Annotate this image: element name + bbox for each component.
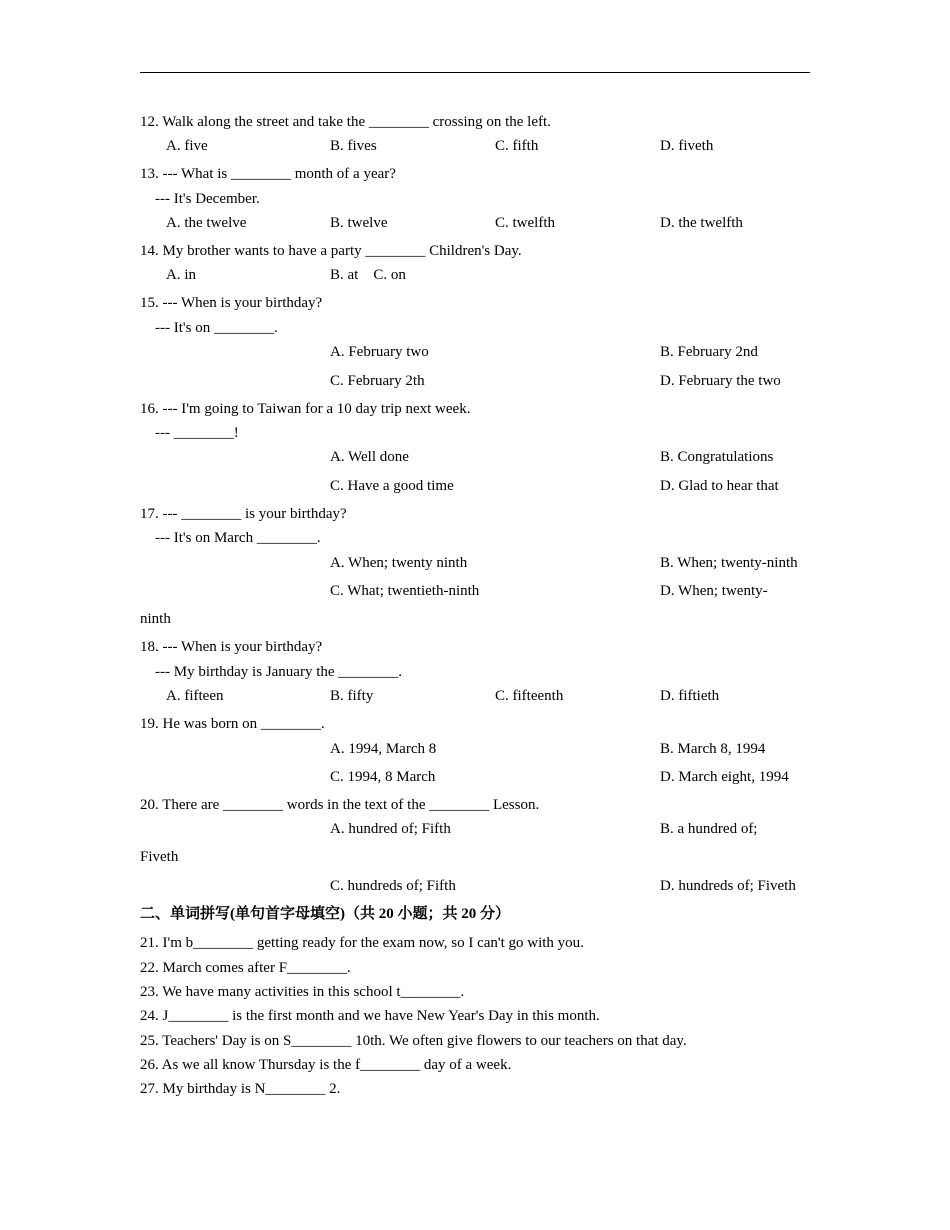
q19-option-a: A. 1994, March 8 [330,741,437,757]
question-17-stem: 17. --- ________ is your birthday? [140,506,347,522]
q16-option-c: C. Have a good time [330,478,454,494]
q12-option-b: B. fives [330,138,377,154]
q13-option-a: A. the twelve [166,215,247,231]
q16-option-b: B. Congratulations [660,449,774,465]
question-17-reply: --- It's on March ________. [155,530,321,546]
q18-option-d: D. fiftieth [660,688,720,704]
question-15-stem: 15. --- When is your birthday? [140,295,323,311]
question-13-reply: --- It's December. [155,191,260,207]
q15-option-a: A. February two [330,344,429,360]
fill-item-27: 27. My birthday is N________ 2. [140,1081,341,1097]
q15-option-d: D. February the two [660,373,781,389]
section-2-heading: 二、单词拼写(单句首字母填空)（共 20 小题；共 20 分） [140,906,510,922]
header-rule [140,72,810,73]
q13-option-d: D. the twelfth [660,215,743,231]
q20-option-a: A. hundred of; Fifth [330,821,451,837]
q20-option-c: C. hundreds of; Fifth [330,878,456,894]
q18-option-a: A. fifteen [166,688,224,704]
q17-option-c: C. What; twentieth-ninth [330,583,480,599]
fill-item-26: 26. As we all know Thursday is the f________ day of a week. [140,1057,512,1073]
q16-option-d: D. Glad to hear that [660,478,779,494]
question-14-stem: 14. My brother wants to have a party ________ Children's Day. [140,243,522,259]
q12-option-d: D. fiveth [660,138,714,154]
fill-item-25: 25. Teachers' Day is on S________ 10th. We often give flowers to our teachers on that day. [140,1033,687,1049]
q15-option-c: C. February 2th [330,373,425,389]
q19-option-c: C. 1994, 8 March [330,769,436,785]
q20-option-b: B. a hundred of; [660,821,758,837]
q17-option-a: A. When; twenty ninth [330,555,468,571]
q20-option-d: D. hundreds of; Fiveth [660,878,796,894]
fill-item-24: 24. J________ is the first month and we have New Year's Day in this month. [140,1008,600,1024]
q17-option-d: D. When; twenty- [660,583,768,599]
question-18-stem: 18. --- When is your birthday? [140,639,323,655]
question-16-stem: 16. --- I'm going to Taiwan for a 10 day trip next week. [140,401,471,417]
fill-item-21: 21. I'm b________ getting ready for the exam now, so I can't go with you. [140,935,584,951]
question-18-reply: --- My birthday is January the ________. [155,664,403,680]
q18-option-c: C. fifteenth [495,688,564,704]
q15-option-b: B. February 2nd [660,344,758,360]
q14-option-a: A. in [166,267,196,283]
question-15-reply: --- It's on ________. [155,320,278,336]
fill-item-23: 23. We have many activities in this school t________. [140,984,465,1000]
question-16-reply: --- ________! [155,425,239,441]
question-20-stem: 20. There are ________ words in the text of the ________ Lesson. [140,797,540,813]
q13-option-b: B. twelve [330,215,388,231]
q19-option-d: D. March eight, 1994 [660,769,789,785]
q12-option-a: A. five [166,138,208,154]
q13-option-c: C. twelfth [495,215,555,231]
q17-option-b: B. When; twenty-ninth [660,555,798,571]
q20-option-b-continued: Fiveth [140,849,179,865]
q16-option-a: A. Well done [330,449,409,465]
q19-option-b: B. March 8, 1994 [660,741,766,757]
question-13-stem: 13. --- What is ________ month of a year? [140,166,396,182]
q12-option-c: C. fifth [495,138,539,154]
question-19-stem: 19. He was born on ________. [140,716,325,732]
q17-option-d-continued: ninth [140,611,171,627]
fill-item-22: 22. March comes after F________. [140,960,351,976]
q14-option-bc: B. at C. on [330,267,406,283]
question-12-stem: 12. Walk along the street and take the ________ crossing on the left. [140,114,551,130]
q18-option-b: B. fifty [330,688,374,704]
